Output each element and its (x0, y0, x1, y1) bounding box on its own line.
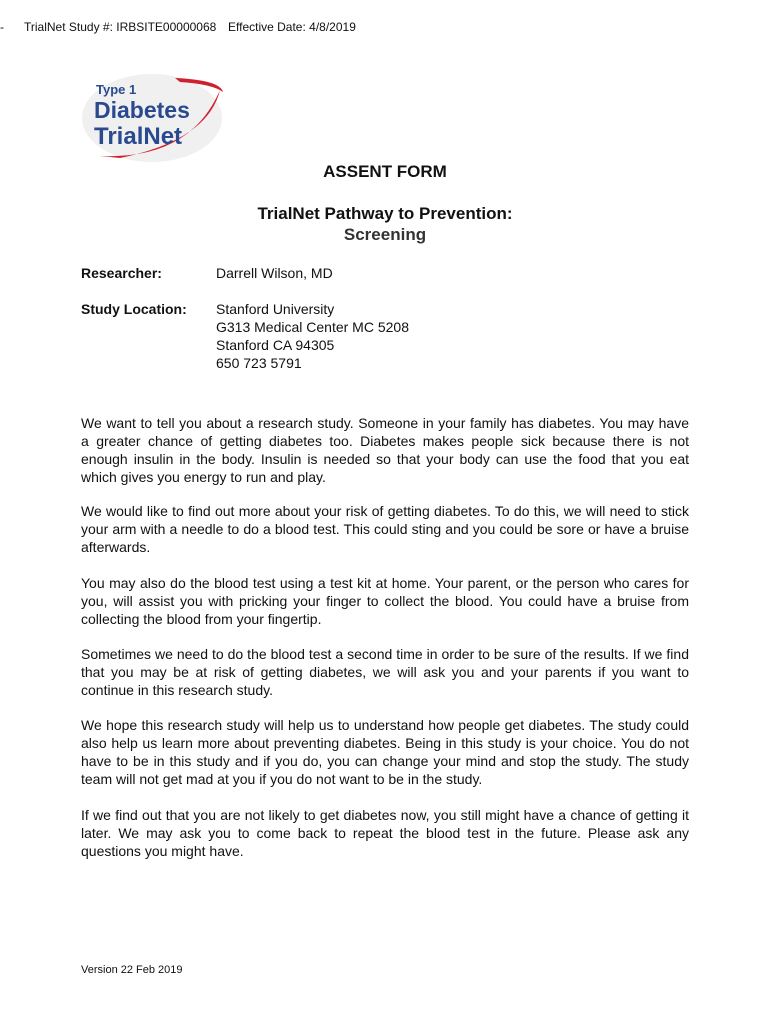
study-location-line: Stanford University (216, 301, 335, 317)
version-footer: Version 22 Feb 2019 (81, 964, 183, 976)
study-location-line: 650 723 5791 (216, 355, 302, 371)
study-location-line: Stanford CA 94305 (216, 337, 335, 353)
body-paragraph: Sometimes we need to do the blood test a second time in order to be sure of the results. If we find that you may be at risk of getting diabetes, we will ask you and your parents if you want to continue in this research study. (81, 646, 689, 698)
form-title: ASSENT FORM (323, 162, 447, 181)
researcher-value: Darrell Wilson, MD (216, 265, 333, 281)
study-location-label: Study Location: (81, 301, 187, 317)
body-paragraph: We would like to find out more about your risk of getting diabetes. To do this, we will need to stick your arm with a needle to do a blood test. This could sting and you could be sore or have a bruise afterwards. (81, 503, 689, 555)
logo-line-1: Type 1 (96, 82, 137, 97)
body-paragraph: If we find out that you are not likely to get diabetes now, you still might have a chance of getting it later. We may ask you to come back to repeat the blood test in the future. Please ask any questions you might have. (81, 807, 689, 859)
body-paragraph: We want to tell you about a research study. Someone in your family has diabetes. You may have a greater chance of getting diabetes too. Diabetes makes people sick because there is not enough insulin in the body. Insulin is needed so that your body can use the food that you eat which gives you energy to run and play. (81, 415, 689, 485)
form-subtitle: TrialNet Pathway to Prevention: (257, 204, 513, 223)
trialnet-logo (80, 70, 225, 165)
effective-date: Effective Date: 4/8/2019 (228, 20, 356, 34)
researcher-label: Researcher: (81, 265, 162, 281)
study-location-line: G313 Medical Center MC 5208 (216, 319, 409, 335)
study-number: TrialNet Study #: IRBSITE00000068 (24, 20, 217, 34)
body-paragraph: We hope this research study will help us to understand how people get diabetes. The study could also help us learn more about preventing diabetes. Being in this study is your choice. You do not have to be in this study and if you do, you can change your mind and stop the study. The study team will not get mad at you if you do not want to be in the study. (81, 717, 689, 787)
logo-line-3: TrialNet (94, 123, 183, 150)
header-dash: - (0, 20, 4, 34)
body-paragraph: You may also do the blood test using a test kit at home. Your parent, or the person who cares for you, will assist you with pricking your finger to collect the blood. You could have a bruise from collecting the blood from your fingertip. (81, 575, 689, 627)
form-subtitle-screening: Screening (343, 225, 427, 244)
logo-line-2: Diabetes (94, 97, 190, 123)
